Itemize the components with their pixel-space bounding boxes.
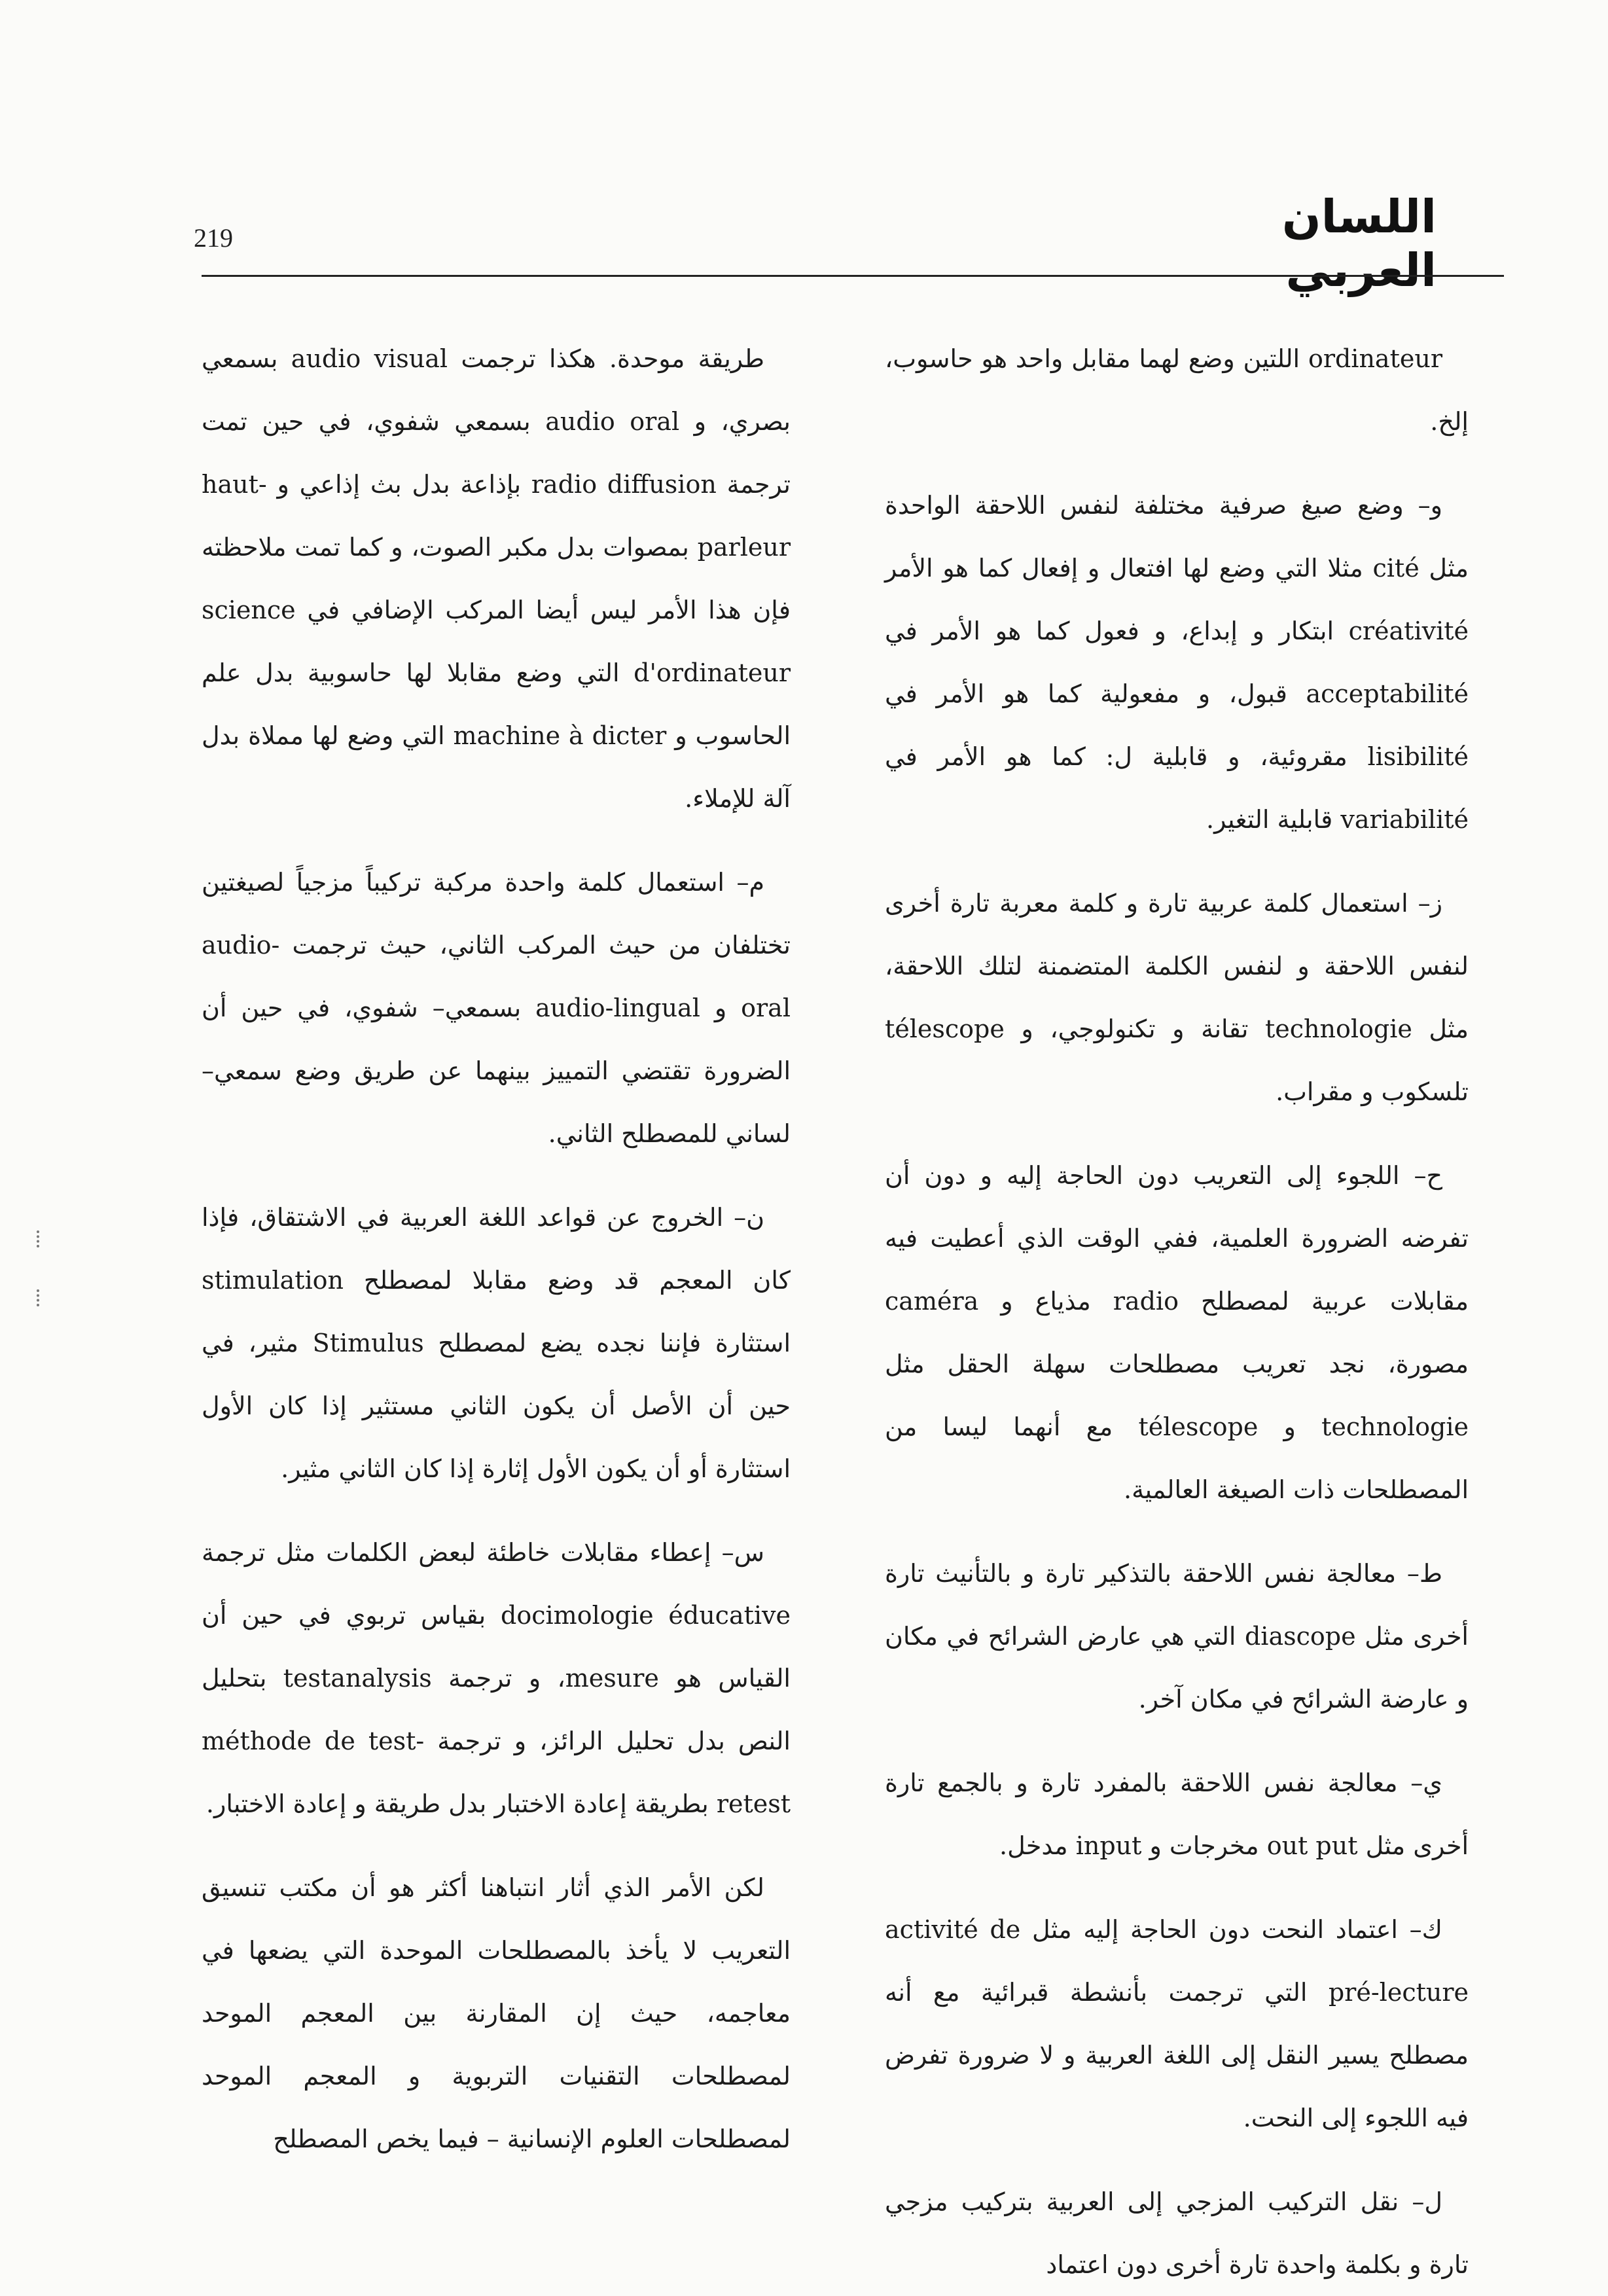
- paragraph: ن– الخروج عن قواعد اللغة العربية في الاشتقاق، فإذا كان المعجم قد وضع مقابلا لمصطلح stimulation استثارة فإننا نجده يضع لمصطلح Stimulus مثير، في حين أن الأصل أن يكون الثاني مستثير إذا كان الأول استثارة أو أن يكون الأول إثارة إذا كان الثاني مثير.: [202, 1203, 791, 1483]
- paragraph: ل– نقل التركيب المزجي إلى العربية بتركيب مزجي تارة و بكلمة واحدة تارة أخرى دون اعتماد: [885, 2187, 1469, 2279]
- right-text-column: [885, 327, 1469, 2279]
- header-rule: [202, 275, 1504, 277]
- left-text-column: [202, 327, 791, 2179]
- page-number: 219: [194, 223, 233, 253]
- paragraph: و– وضع صيغ صرفية مختلفة لنفس اللاحقة الواحدة مثل cité مثلا التي وضع لها افتعال و إفعال كما هو الأمر créativité ابتكار و إبداع، و فعول كما هو الأمر في acceptabilité قبول، و مفعولية كما هو الأمر في lisibilité مقروئية، و قابلية ل: كما هو الأمر في variabilité قابلية التغير.: [885, 491, 1469, 834]
- paragraph: ك– اعتماد النحت دون الحاجة إليه مثل activité de pré-lecture التي ترجمت بأنشطة قبرائية مع أنه مصطلح يسير النقل إلى اللغة العربية و لا ضرورة تفرض فيه اللجوء إلى النحت.: [885, 1915, 1469, 2132]
- paragraph: ح– اللجوء إلى التعريب دون الحاجة إليه و دون أن تفرضه الضرورة العلمية، ففي الوقت الذي أعطيت فيه مقابلات عربية لمصطلح radio مذياع و caméra مصورة، نجد تعريب مصطلحات سهلة الحقل مثل technologie و télescope مع أنهما ليسا من المصطلحات ذات الصيغة العالمية.: [885, 1161, 1469, 1504]
- paragraph: ordinateur اللتين وضع لهما مقابل واحد هو حاسوب، إلخ.: [885, 344, 1469, 436]
- paragraph: ي– معالجة نفس اللاحقة بالمفرد تارة و بالجمع تارة أخرى مثل out put مخرجات و input مدخل.: [885, 1768, 1469, 1860]
- margin-mark: [37, 1230, 43, 1247]
- paragraph: لكن الأمر الذي أثار انتباهنا أكثر هو أن مكتب تنسيق التعريب لا يأخذ بالمصطلحات الموحدة التي يضعها في معاجمه، حيث إن المقارنة بين المعجم الموحد لمصطلحات التقنيات التربوية و المعجم الموحد لمصطلحات العلوم الإنسانية – فيما يخص المصطلح: [202, 1873, 791, 2153]
- journal-masthead: اللسان العربي: [1281, 190, 1437, 297]
- paragraph: س– إعطاء مقابلات خاطئة لبعض الكلمات مثل ترجمة docimologie éducative بقياس تربوي في حين أن القياس هو mesure، و ترجمة testanalysis بتحليل النص بدل تحليل الرائز، و ترجمة méthode de test-retest بطريقة إعادة الاختبار بدل طريقة و إعادة الاختبار.: [202, 1538, 791, 1818]
- margin-mark: [37, 1289, 43, 1306]
- paragraph: ط– معالجة نفس اللاحقة بالتذكير تارة و بالتأنيث تارة أخرى مثل diascope التي هي عارض الشرائح في مكان و عارضة الشرائح في مكان آخر.: [885, 1559, 1469, 1713]
- paragraph: ز– استعمال كلمة عربية تارة و كلمة معربة تارة أخرى لنفس اللاحقة و لنفس الكلمة المتضمنة لتلك اللاحقة، مثل technologie تقانة و تكنولوجي، و télescope تلسكوب و مقراب.: [885, 889, 1469, 1106]
- paragraph: م– استعمال كلمة واحدة مركبة تركيباً مزجياً لصيغتين تختلفان من حيث المركب الثاني، حيث ترجمت audio-oral و audio-lingual بسمعي– شفوي، في حين أن الضرورة تقتضي التمييز بينهما عن طريق وضع سمعي– لساني للمصطلح الثاني.: [202, 868, 791, 1148]
- paragraph: طريقة موحدة. هكذا ترجمت audio visual بسمعي بصري، و audio oral بسمعي شفوي، في حين تمت ترجمة radio diffusion بإذاعة بدل بث إذاعي و haut-parleur بمصوات بدل مكبر الصوت، و كما تمت ملاحظته فإن هذا الأمر ليس أيضا المركب الإضافي في science d'ordinateur التي وضع مقابلا لها حاسوبية بدل علم الحاسوب و machine à dicter التي وضع لها مملاة بدل آلة للإملاء.: [202, 344, 791, 813]
